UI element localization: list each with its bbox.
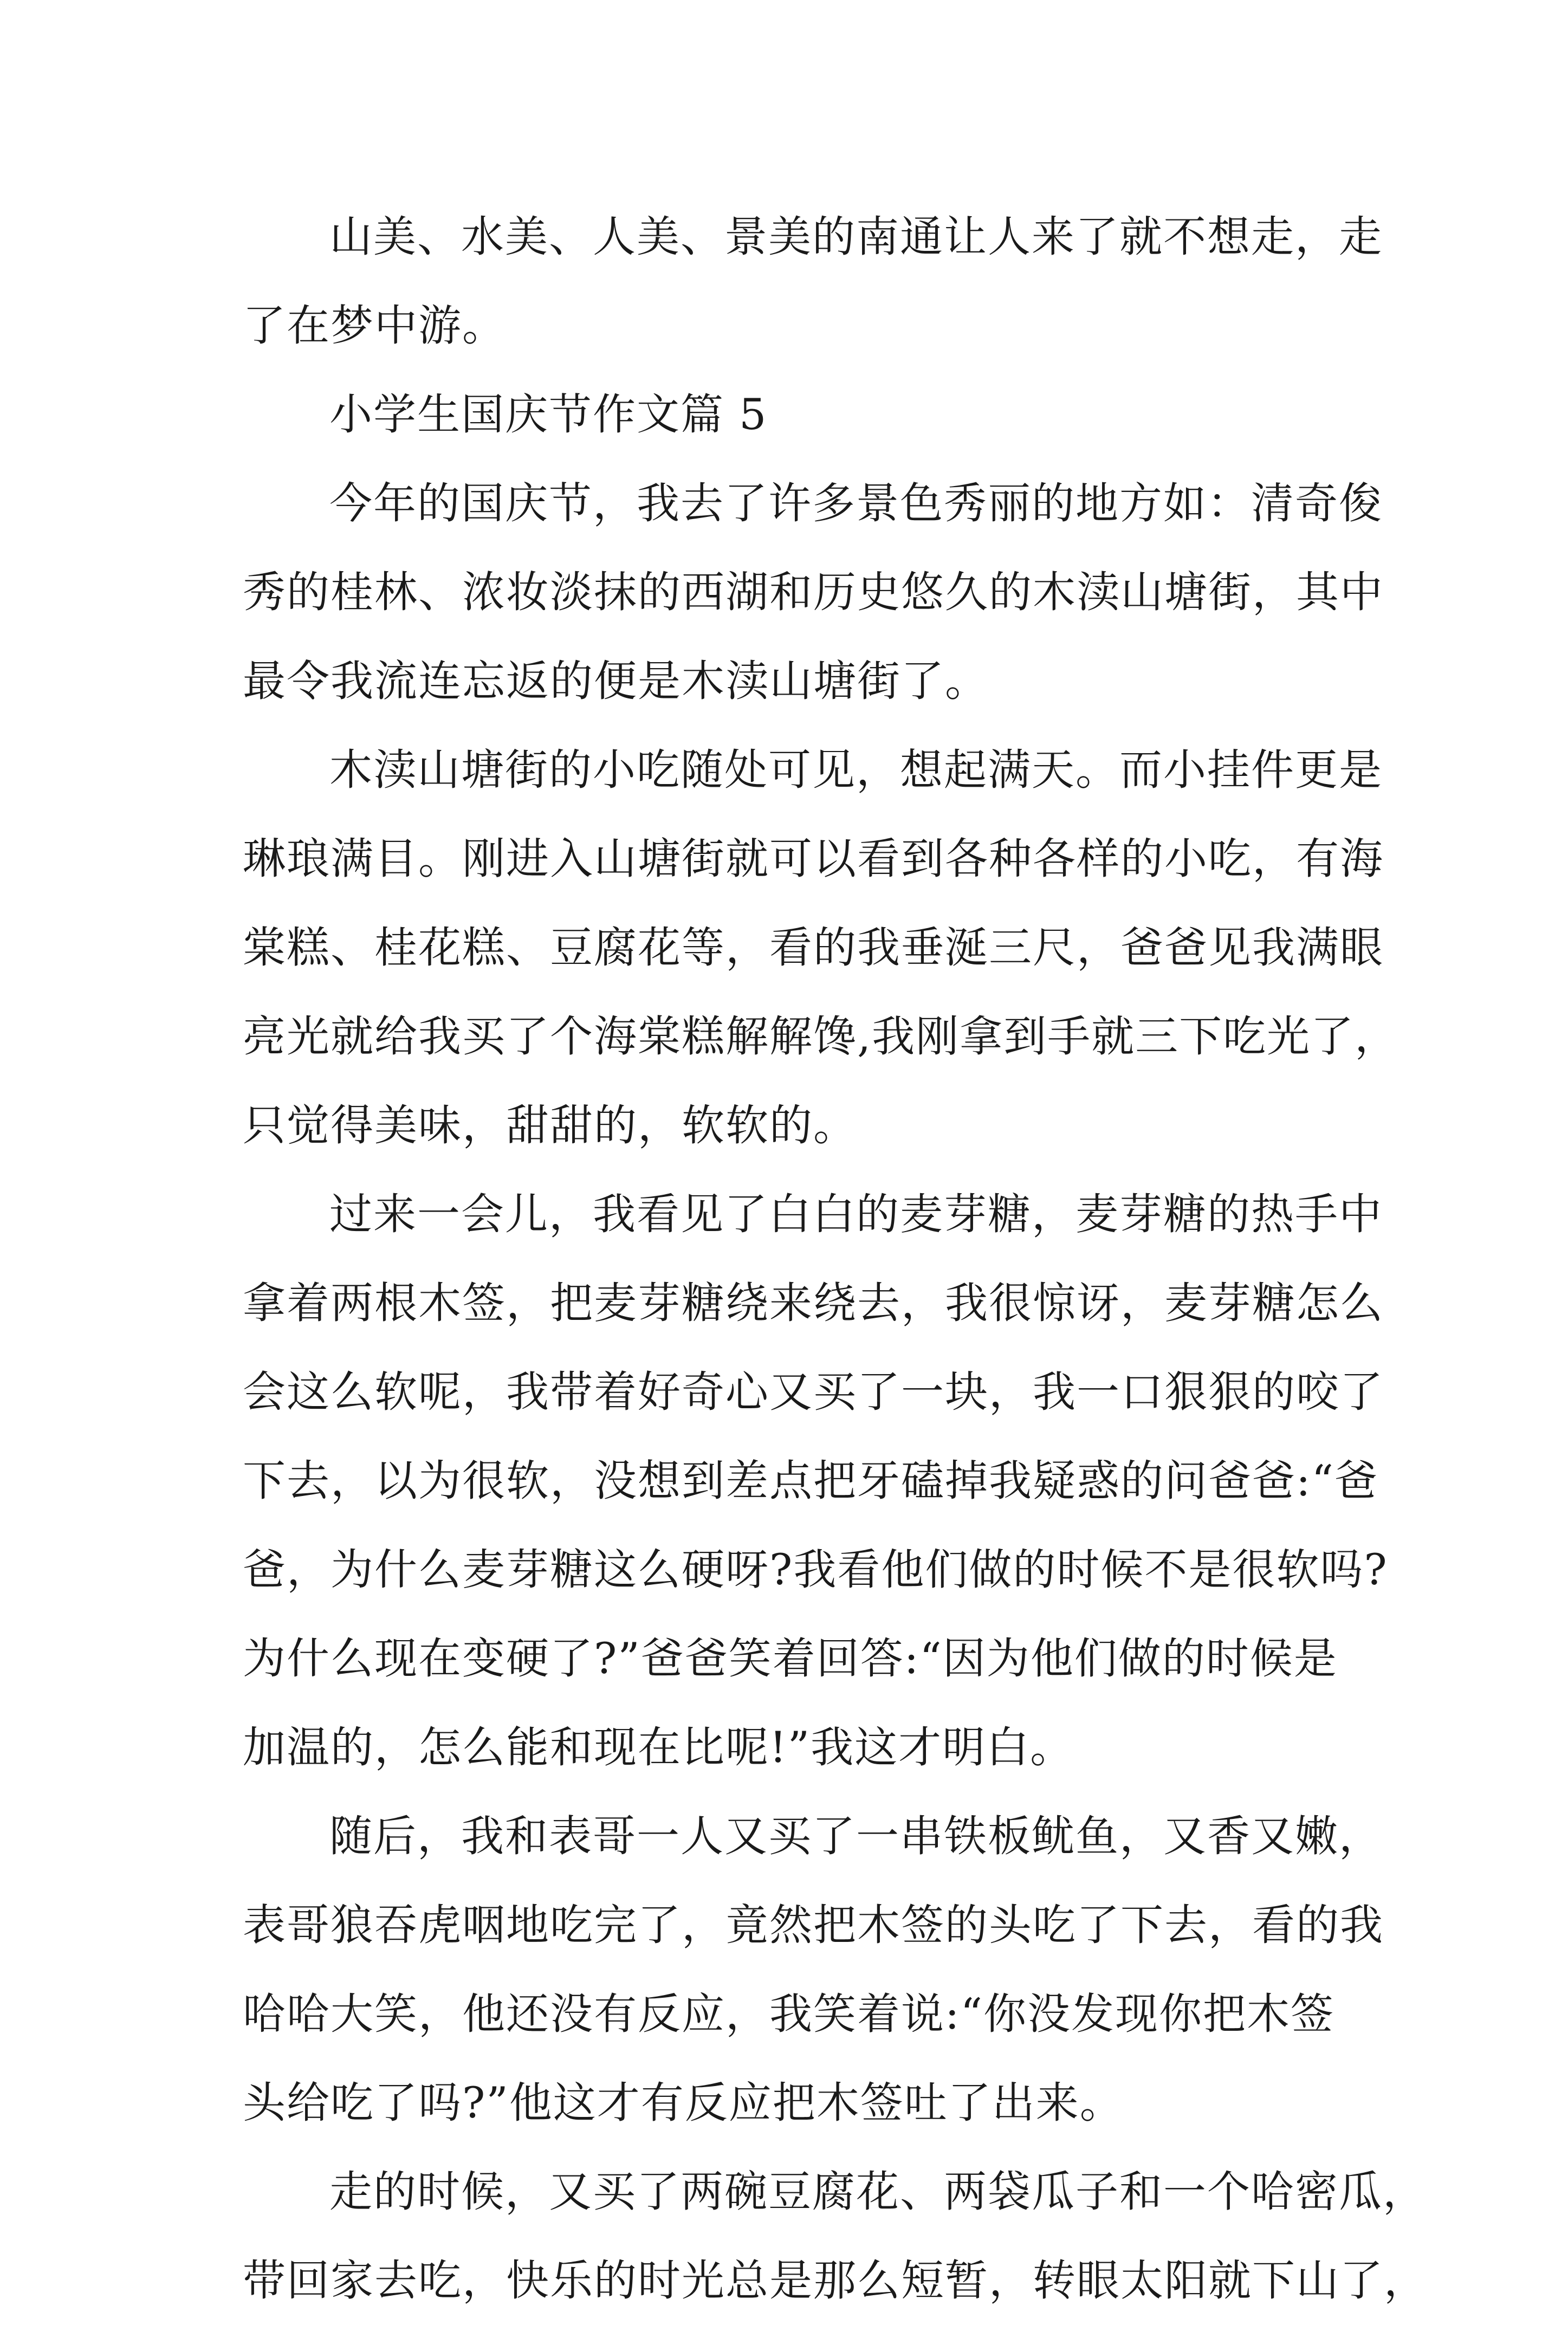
text-line: 爸，为什么麦芽糖这么硬呀?我看他们做的时候不是很软吗? (243, 1545, 1388, 1595)
text-line: 琳琅满目。刚进入山塘街就可以看到各种各样的小吃，有海 (243, 834, 1384, 884)
text-line: 今年的国庆节，我去了许多景色秀丽的地方如：清奇俊 (329, 478, 1383, 528)
text-line: 了在梦中游。 (243, 301, 506, 351)
text-line: 加温的，怎么能和现在比呢!”我这才明白。 (243, 1722, 1074, 1772)
text-line: 表哥狼吞虎咽地吃完了，竟然把木签的头吃了下去，看的我 (243, 1900, 1384, 1950)
text-line: 走的时候，又买了两碗豆腐花、两袋瓜子和一个哈密瓜， (329, 2167, 1427, 2217)
text-line: 木渎山塘街的小吃随处可见，想起满天。而小挂件更是 (329, 745, 1383, 795)
text-line: 下去，以为很软，没想到差点把牙磕掉我疑惑的问爸爸:“爸 (243, 1456, 1379, 1506)
text-line: 带回家去吃，快乐的时光总是那么短暂，转眼太阳就下山了， (243, 2256, 1428, 2305)
text-line: 拿着两根木签，把麦芽糖绕来绕去，我很惊讶，麦芽糖怎么 (243, 1278, 1384, 1328)
document-body (243, 192, 1428, 2325)
text-line: 最令我流连忘返的便是木渎山塘街了。 (243, 656, 989, 706)
text-line: 只觉得美味，甜甜的，软软的。 (243, 1100, 857, 1150)
text-line: 头给吃了吗?”他这才有反应把木签吐了出来。 (243, 2078, 1124, 2128)
section-heading: 小学生国庆节作文篇 5 (329, 390, 768, 439)
text-line: 为什么现在变硬了?”爸爸笑着回答:“因为他们做的时候是 (243, 1634, 1338, 1683)
text-line: 随后，我和表哥一人又买了一串铁板鱿鱼，又香又嫩， (329, 1811, 1383, 1861)
text-line: 过来一会儿，我看见了白白的麦芽糖，麦芽糖的热手中 (329, 1189, 1383, 1239)
text-line: 亮光就给我买了个海棠糕解解馋,我刚拿到手就三下吃光了， (243, 1012, 1399, 1061)
text-line: 秀的桂林、浓妆淡抹的西湖和历史悠久的木渎山塘街，其中 (243, 567, 1384, 617)
text-line: 哈哈大笑，他还没有反应，我笑着说:“你没发现你把木签 (243, 1989, 1335, 2039)
text-line: 棠糕、桂花糕、豆腐花等，看的我垂涎三尺，爸爸见我满眼 (243, 923, 1384, 973)
text-line: 山美、水美、人美、景美的南通让人来了就不想走，走 (329, 212, 1383, 262)
text-line: 会这么软呢，我带着好奇心又买了一块，我一口狠狠的咬了 (243, 1367, 1384, 1417)
